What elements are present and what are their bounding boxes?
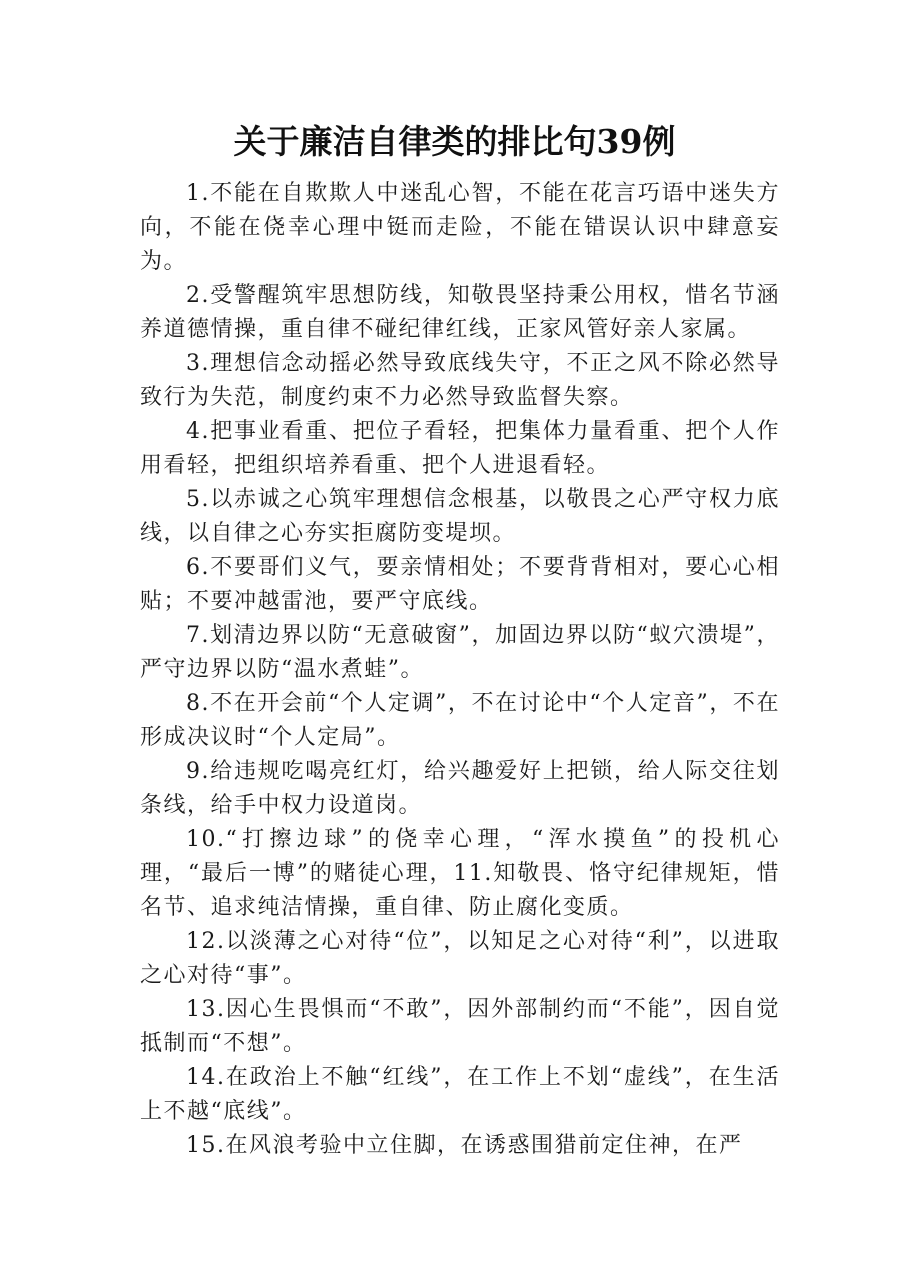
paragraph-13: 13.因心生畏惧而“不敢”，因外部制约而“不能”，因自觉抵制而“不想”。 — [140, 997, 780, 1056]
paragraph-15: 15.在风浪考验中立住脚，在诱惑围猎前定住神，在严 — [186, 1133, 743, 1158]
paragraph-6: 6.不要哥们义气，要亲情相处；不要背背相对，要心心相贴；不要冲越雷池，要严守底线。 — [140, 555, 780, 614]
paragraph-12: 12.以淡薄之心对待“位”，以知足之心对待“利”，以进取之心对待“事”。 — [140, 929, 780, 988]
paragraph-3: 3.理想信念动摇必然导致底线失守，不正之风不除必然导致行为失范，制度约束不力必然导致监督失察。 — [140, 351, 780, 410]
document-title: 关于廉洁自律类的排比句39例 — [233, 122, 676, 161]
paragraph-2: 2.受警醒筑牢思想防线，知敬畏坚持秉公用权，惜名节涵养道德情操，重自律不碰纪律红线，正家风管好亲人家属。 — [140, 283, 780, 342]
paragraph-9: 9.给违规吃喝亮红灯，给兴趣爱好上把锁，给人际交往划条线，给手中权力设道岗。 — [140, 759, 780, 818]
paragraph-4: 4.把事业看重、把位子看轻，把集体力量看重、把个人作用看轻，把组织培养看重、把个人进退看轻。 — [140, 419, 780, 478]
paragraph-1: 1.不能在自欺欺人中迷乱心智，不能在花言巧语中迷失方向，不能在侥幸心理中铤而走险，不能在错误认识中肆意妄为。 — [140, 181, 780, 274]
paragraph-10: 10.“打擦边球”的侥幸心理，“浑水摸鱼”的投机心理，“最后一博”的赌徒心理，11.知敬畏、恪守纪律规矩，惜名节、追求纯洁情操，重自律、防止腐化变质。 — [140, 827, 780, 920]
paragraph-5: 5.以赤诚之心筑牢理想信念根基，以敬畏之心严守权力底线，以自律之心夯实拒腐防变堤坝。 — [140, 487, 780, 546]
paragraph-7: 7.划清边界以防“无意破窗”，加固边界以防“蚁穴溃堤”，严守边界以防“温水煮蛙”。 — [140, 623, 780, 682]
paragraph-14: 14.在政治上不触“红线”，在工作上不划“虚线”，在生活上不越“底线”。 — [140, 1065, 780, 1124]
paragraph-8: 8.不在开会前“个人定调”，不在讨论中“个人定音”，不在形成决议时“个人定局”。 — [140, 691, 780, 750]
document-body — [140, 177, 780, 1163]
